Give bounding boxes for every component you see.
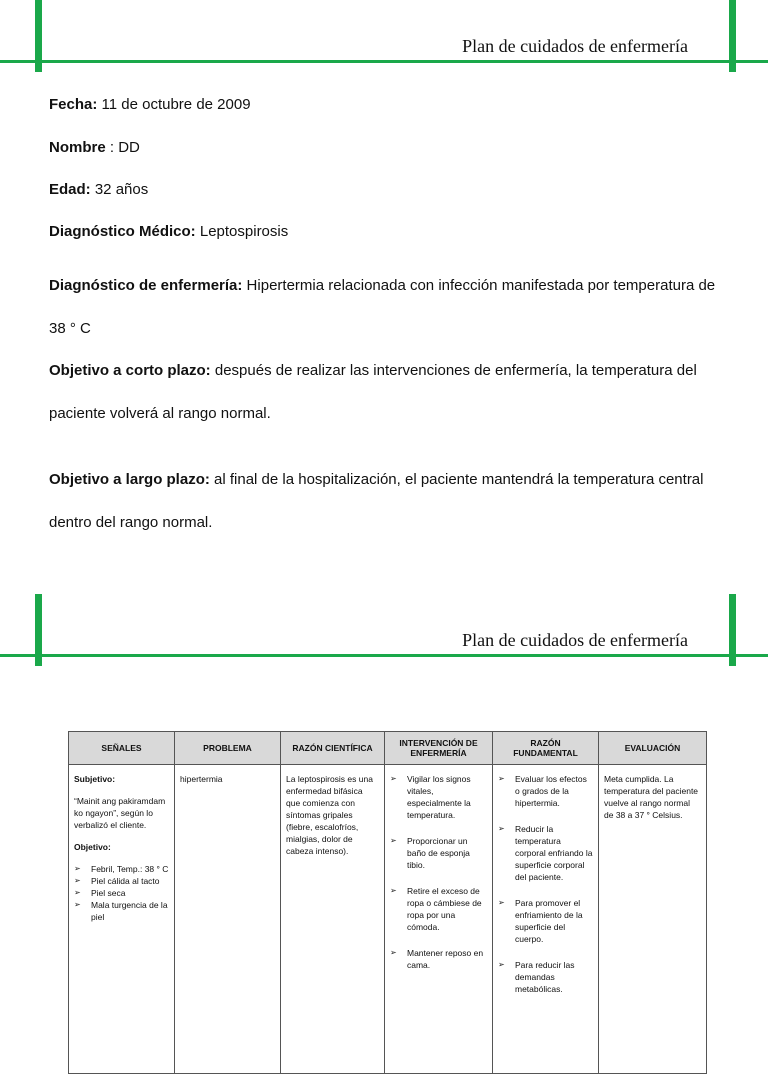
header-razon-fundamental: RAZÓN FUNDAMENTAL [493,732,599,765]
cell-evaluacion [599,765,707,1074]
list-item: ➢ Piel seca [74,887,169,899]
cell-intervencion [385,765,493,1074]
razon-fundamental-list [498,773,593,995]
list-item: ➢ Febril, Temp.: 38 ° C [74,863,169,875]
cell-razon-cientifica [281,765,385,1074]
care-plan-table [68,731,707,1074]
list-item: ➢ Retire el exceso de ropa o cámbiese de ropa por una cómoda. [390,885,487,933]
diagnostico-enfermeria-field: Diagnóstico de enfermería: Hipertermia relacionada con infección manifestada por temperatura de 38 ° C [49,277,716,337]
header-title: Plan de cuidados de enfermería [462,630,688,650]
list-item: ➢ Piel cálida al tacto [74,875,169,887]
edad-field: Edad: 32 años [49,181,149,198]
subjetivo-text: “Mainit ang pakiramdam ko ngayon”, según lo verbalizó el cliente. [74,796,166,830]
subjetivo-label: Subjetivo: [74,774,116,784]
cell-senales [69,765,175,1074]
list-item: ➢ Vigilar los signos vitales, especialmente la temperatura. [390,773,487,821]
header-intervencion: INTERVENCIÓN DE ENFERMERÍA [385,732,493,765]
list-item: ➢ Evaluar los efectos o grados de la hipertermia. [498,773,593,809]
fecha-field: Fecha: 11 de octubre de 2009 [49,96,251,113]
header-evaluacion: EVALUACIÓN [599,732,707,765]
header-razon-cientifica: RAZÓN CIENTÍFICA [281,732,385,765]
objetivo-list [74,863,169,923]
list-item: ➢ Para promover el enfriamiento de la superficie del cuerpo. [498,897,593,945]
header-title: Plan de cuidados de enfermería [462,36,688,56]
nombre-field: Nombre : DD [49,139,140,156]
objetivo-label: Objetivo: [74,842,111,852]
list-item: ➢ Mantener reposo en cama. [390,947,487,971]
evaluacion-text: Meta cumplida. La temperatura del paciente vuelve al rango normal de 38 a 37 ° Celsius. [604,774,699,820]
header-rule [0,60,768,63]
header-senales: SEÑALES [69,732,175,765]
cell-razon-fundamental [493,765,599,1074]
list-item: ➢ Mala turgencia de la piel [74,899,169,923]
razon-cientifica-text: La leptospirosis es una enfermedad bifásica que comienza con síntomas gripales (fiebre, escalofríos, mialgias, dolor de cabeza intenso). [286,774,373,856]
header-rule [0,654,768,657]
table-header-row [69,732,707,765]
objetivo-largo-field: Objetivo a largo plazo: al final de la hospitalización, el paciente mantendrá la temperatura central dentro del rango normal. [49,471,704,531]
header-problema: PROBLEMA [175,732,281,765]
list-item: ➢ Reducir la temperatura corporal enfriando la superficie corporal del paciente. [498,823,593,883]
objetivo-corto-field: Objetivo a corto plazo: después de realizar las intervenciones de enfermería, la temperatura del paciente volverá al rango normal. [49,362,697,422]
list-item: ➢ Proporcionar un baño de esponja tibio. [390,835,487,871]
page-2 [0,592,768,1024]
diagnostico-medico-field: Diagnóstico Médico: Leptospirosis [49,223,289,240]
cell-problema [175,765,281,1074]
intervencion-list [390,773,487,971]
list-item: ➢ Para reducir las demandas metabólicas. [498,959,593,995]
table-row [69,765,707,1074]
problema-text: hipertermia [180,774,223,784]
